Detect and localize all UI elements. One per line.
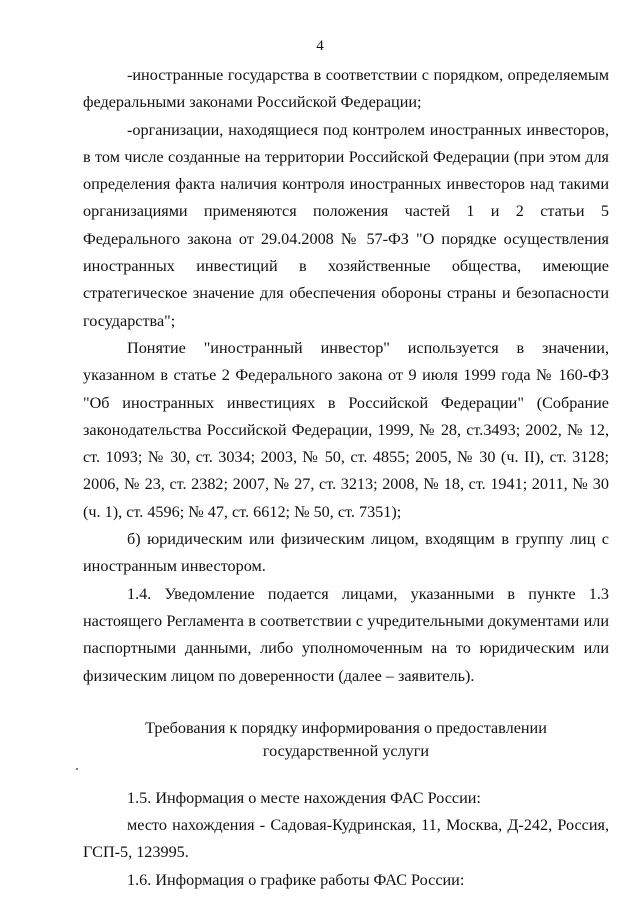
section-heading-line-1: Требования к порядку информирования о предоставлении xyxy=(145,718,547,737)
paragraph-organizations: -организации, находящиеся под контролем иностранных инвесторов, в том числе созданные на территории Российской Федерации (при этом для определения факта наличия контроля иностранных инвесторов над такими организациями применяются положения частей 1 и 2 статьи 5 Федерального закона от 29.04.2008 № 57-ФЗ "О порядке осуществления иностранных инвестиций в хозяйственные общества, имеющие стратегическое значение для обеспечения обороны страны и безопасности государства"; xyxy=(83,120,609,330)
paragraph-clause-1-6: 1.6. Информация о графике работы ФАС России: xyxy=(127,870,465,889)
section-heading xyxy=(83,717,609,763)
page-number: 4 xyxy=(316,38,324,54)
section-heading-line-2: государственной услуги xyxy=(262,741,430,760)
paragraph-group-member: б) юридическим или физическим лицом, входящим в группу лиц с иностранным инвестором. xyxy=(83,530,609,576)
scan-speck xyxy=(76,768,78,770)
paragraph-clause-1-4: 1.4. Уведомление подается лицами, указанными в пункте 1.3 настоящего Регламента в соответствии с учредительными документами или паспортными данными, либо уполномоченным на то юридическим или физическим лицом по доверенности (далее – заявитель). xyxy=(83,584,609,685)
paragraph-location: место нахождения - Садовая-Кудринская, 11, Москва, Д-242, Россия, ГСП-5, 123995. xyxy=(83,816,609,862)
paragraph-clause-1-5: 1.5. Информация о месте нахождения ФАС России: xyxy=(127,788,481,807)
document-body xyxy=(83,62,609,894)
paragraph-investor-concept: Понятие "иностранный инвестор" используется в значении, указанном в статье 2 Федерального закона от 9 июля 1999 года № 160-ФЗ "Об иностранных инвестициях в Российской Федерации" (Собрание законодательства Российской Федерации, 1999, № 28, ст.3493; 2002, № 12, ст. 1093; № 30, ст. 3034; 2003, № 50, ст. 4855; 2005, № 30 (ч. II), ст. 3128; 2006, № 23, ст. 2382; 2007, № 27, ст. 3213; 2008, № 18, ст. 1941; 2011, № 30 (ч. 1), ст. 4596; № 47, ст. 6612; № 50, ст. 7351); xyxy=(83,338,609,521)
paragraph-foreign-states: -иностранные государства в соответствии с порядком, определяемым федеральными законами Российской Федерации; xyxy=(83,66,609,112)
